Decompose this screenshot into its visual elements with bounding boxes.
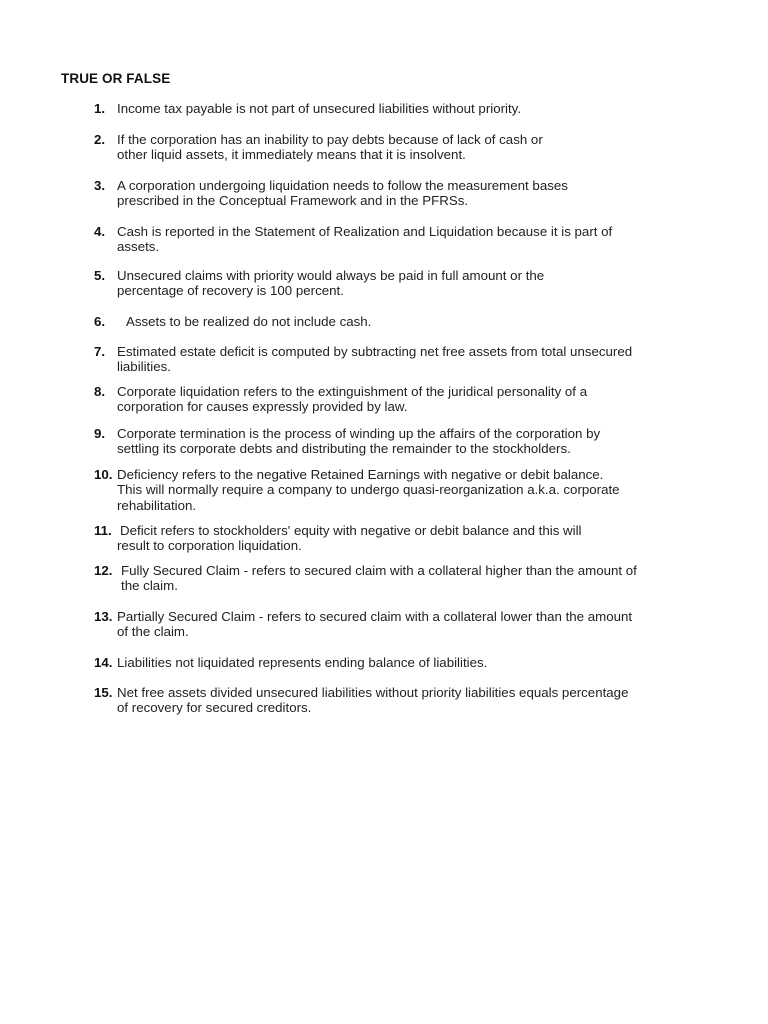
question-text-line: Partially Secured Claim - refers to secured claim with a collateral lower than the amount (117, 609, 633, 624)
question-item (94, 467, 724, 513)
question-text-line: liabilities. (117, 359, 171, 375)
question-text-line: Corporate termination is the process of winding up the affairs of the corporation by (117, 426, 601, 441)
question-item (94, 178, 724, 209)
question-text-line: Fully Secured Claim - refers to secured claim with a collateral higher than the amount of (121, 563, 637, 578)
question-number: 2. (94, 132, 106, 147)
question-number: 9. (94, 426, 106, 441)
question-text-line: Deficiency refers to the negative Retained Earnings with negative or debit balance. (117, 467, 604, 482)
question-number: 13. (94, 609, 113, 624)
question-item (94, 268, 724, 299)
question-item (94, 344, 724, 375)
question-item (94, 224, 724, 255)
question-item (94, 655, 724, 670)
question-text-line: of the claim. (117, 624, 189, 640)
question-number: 4. (94, 224, 106, 239)
question-number: 6. (94, 314, 106, 329)
question-text-line: settling its corporate debts and distributing the remainder to the stockholders. (117, 441, 571, 457)
question-number: 10. (94, 467, 113, 482)
question-number: 15. (94, 685, 113, 700)
question-text-line: Net free assets divided unsecured liabilities without priority liabilities equals percentage (117, 685, 629, 700)
question-text-line: Assets to be realized do not include cash. (123, 314, 372, 329)
question-text-line: Liabilities not liquidated represents ending balance of liabilities. (117, 655, 488, 670)
question-number: 14. (94, 655, 113, 670)
question-text-line: percentage of recovery is 100 percent. (117, 283, 344, 299)
question-number: 12. (94, 563, 113, 578)
question-item (94, 384, 724, 415)
page-title: TRUE OR FALSE (61, 71, 171, 86)
question-text-line: result to corporation liquidation. (117, 538, 302, 554)
question-item (94, 132, 724, 163)
question-number: 8. (94, 384, 106, 399)
question-text-line: prescribed in the Conceptual Framework and in the PFRSs. (117, 193, 469, 209)
question-text-line: Cash is reported in the Statement of Realization and Liquidation because it is part of (117, 224, 613, 239)
question-number: 5. (94, 268, 106, 283)
question-number: 1. (94, 101, 106, 116)
question-item (94, 426, 724, 457)
question-text-line: Unsecured claims with priority would always be paid in full amount or the (117, 268, 545, 283)
question-item (94, 101, 724, 116)
question-text-line: Income tax payable is not part of unsecured liabilities without priority. (117, 101, 522, 116)
question-text-line: Corporate liquidation refers to the extinguishment of the juridical personality of a (117, 384, 588, 399)
question-number: 11. (94, 523, 112, 538)
question-text-line: A corporation undergoing liquidation needs to follow the measurement bases (117, 178, 568, 193)
question-text-line: Deficit refers to stockholders' equity with negative or debit balance and this will (120, 523, 582, 538)
question-number: 7. (94, 344, 106, 359)
question-text-line: corporation for causes expressly provided by law. (117, 399, 408, 415)
question-text-line: of recovery for secured creditors. (117, 700, 312, 716)
question-item (94, 523, 724, 554)
question-text-line: other liquid assets, it immediately means that it is insolvent. (117, 147, 466, 163)
question-item (94, 563, 724, 594)
question-text-line: rehabilitation. (117, 497, 197, 513)
question-text-line: assets. (117, 239, 160, 255)
question-text-line: This will normally require a company to undergo quasi-reorganization a.k.a. corporate (117, 482, 620, 498)
question-item (94, 314, 724, 329)
question-item (94, 609, 724, 640)
question-text-line: Estimated estate deficit is computed by subtracting net free assets from total unsecured (117, 344, 633, 359)
question-text-line: the claim. (121, 578, 178, 594)
question-item (94, 685, 724, 716)
question-number: 3. (94, 178, 106, 193)
question-text-line: If the corporation has an inability to pay debts because of lack of cash or (117, 132, 543, 147)
